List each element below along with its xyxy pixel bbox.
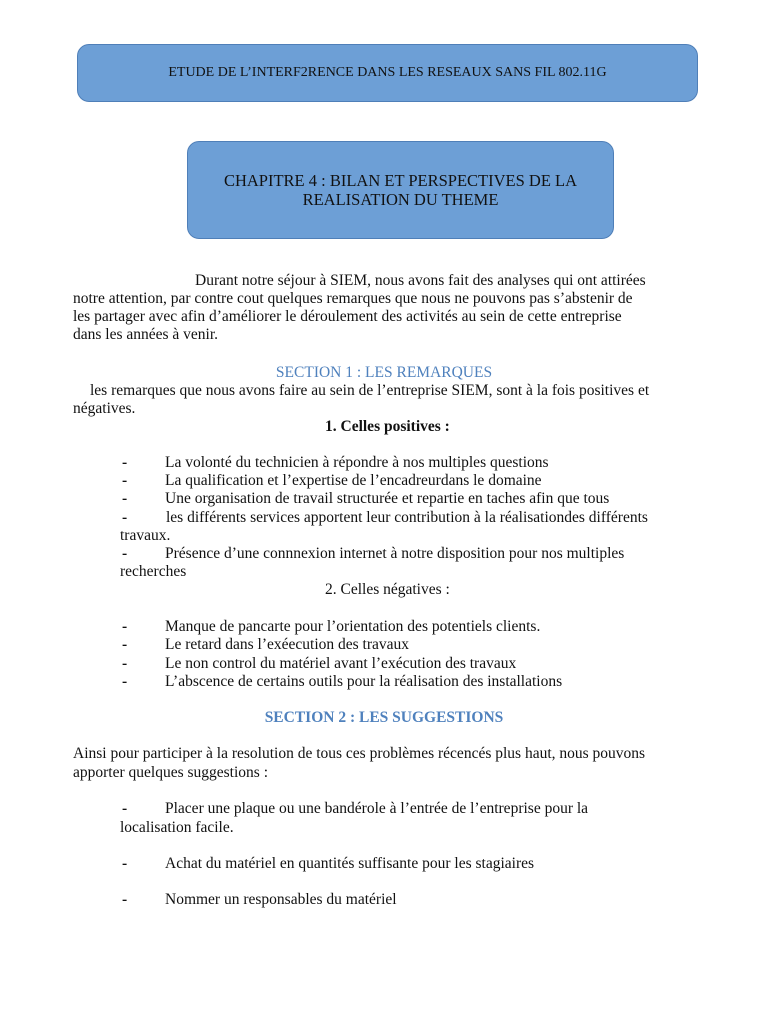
chapter-title: CHAPITRE 4 : BILAN ET PERSPECTIVES DE LA REALISATION DU THEME (223, 171, 578, 209)
positive-item-5: Présence d’une connnexion internet à notre disposition pour nos multiples (165, 545, 625, 562)
suggestion-item-1: Placer une plaque ou une bandérole à l’entrée de l’entreprise pour la (165, 800, 589, 817)
bullet-dash: - (122, 472, 128, 489)
intro-line-2: notre attention, par contre cout quelques remarques que nous ne pouvons pas s’abstenir de (73, 290, 633, 307)
bullet-dash: - (122, 636, 128, 653)
chapter-title-banner (187, 141, 614, 239)
positive-item-5-cont: recherches (120, 563, 187, 580)
section-1-title: SECTION 1 : LES REMARQUES (275, 364, 493, 381)
header-banner-text: ETUDE DE L’INTERF2RENCE DANS LES RESEAUX SANS FIL 802.11G (168, 65, 607, 80)
bullet-dash: - (122, 454, 128, 471)
suggestion-item-3: Nommer un responsables du matériel (165, 891, 397, 908)
negative-item-4: L’abscence de certains outils pour la réalisation des installations (165, 673, 563, 690)
suggestion-item-2: Achat du matériel en quantités suffisante pour les stagiaires (165, 855, 535, 872)
section-2-title: SECTION 2 : LES SUGGESTIONS (264, 709, 504, 726)
negative-item-2: Le retard dans l’exéecution des travaux (165, 636, 410, 653)
positive-item-2: La qualification et l’expertise de l’encadreurdans le domaine (165, 472, 542, 489)
bullet-dash: - (122, 618, 128, 635)
section-2-intro-line-1: Ainsi pour participer à la resolution de tous ces problèmes récencés plus haut, nous pouvons (73, 745, 646, 762)
bullet-dash: - (122, 509, 128, 526)
positive-item-4: les différents services apportent leur contribution à la réalisationdes différents (166, 509, 648, 526)
bullet-dash: - (122, 655, 128, 672)
positive-item-4-cont: travaux. (120, 527, 171, 544)
bullet-dash: - (122, 891, 128, 908)
negative-item-1: Manque de pancarte pour l’orientation des potentiels clients. (165, 618, 541, 635)
intro-line-1: Durant notre séjour à SIEM, nous avons fait des analyses qui ont attirées (195, 272, 646, 289)
document-header-banner (77, 44, 698, 102)
intro-line-3: les partager avec afin d’améliorer le déroulement des activités au sein de cette entreprise (73, 308, 622, 325)
positive-item-3: Une organisation de travail structurée et repartie en taches afin que tous (165, 490, 610, 507)
section-1-intro-line-2: négatives. (73, 400, 136, 417)
suggestion-item-1-cont: localisation facile. (120, 819, 234, 836)
bullet-dash: - (122, 490, 128, 507)
section-2-intro-line-2: apporter quelques suggestions : (73, 764, 269, 781)
section-1-intro-line-1: les remarques que nous avons faire au sein de l’entreprise SIEM, sont à la fois positives et (90, 382, 650, 399)
bullet-dash: - (122, 800, 128, 817)
negative-heading: 2. Celles négatives : (325, 581, 450, 598)
positive-heading: 1. Celles positives : (325, 418, 450, 435)
negative-item-3: Le non control du matériel avant l’exécution des travaux (165, 655, 517, 672)
bullet-dash: - (122, 673, 128, 690)
intro-line-4: dans les années à venir. (73, 326, 219, 343)
bullet-dash: - (122, 545, 128, 562)
positive-item-1: La volonté du technicien à répondre à nos multiples questions (165, 454, 549, 471)
bullet-dash: - (122, 855, 128, 872)
